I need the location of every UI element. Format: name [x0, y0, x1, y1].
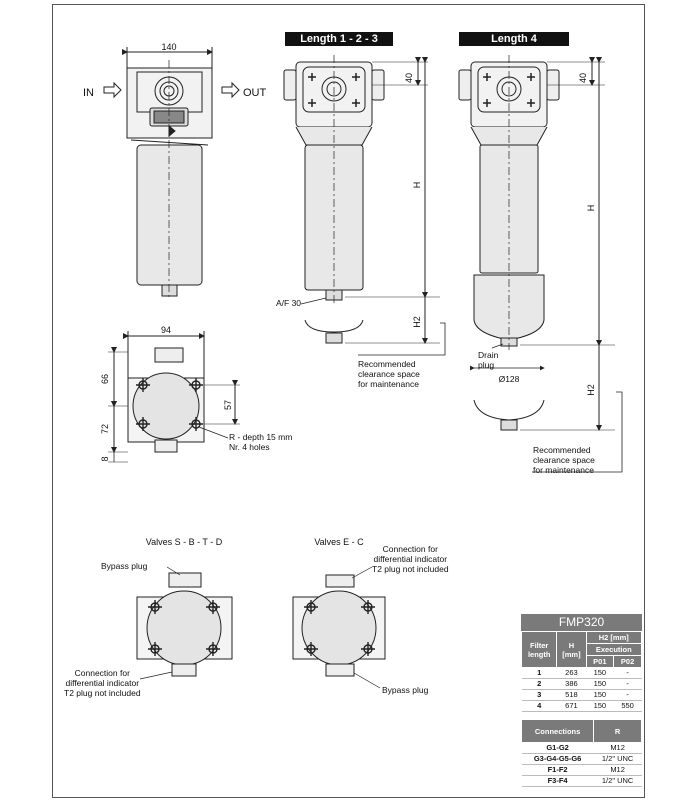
header-length-123: Length 1 - 2 - 3: [285, 32, 393, 46]
in-label: IN: [83, 87, 94, 99]
diameter-128: Ø128: [498, 374, 520, 384]
side-dim-h: H: [412, 181, 422, 189]
l4-dim-h2: H2: [586, 384, 596, 396]
col-h: H [mm]: [557, 632, 586, 668]
l4-clearance-note: Recommended clearance space for maintenance: [533, 445, 595, 475]
col-p02: P02: [614, 656, 642, 668]
dim-8: 8: [100, 456, 110, 462]
sbtd-bypass-plug: Bypass plug: [101, 561, 148, 571]
dim-72: 72: [100, 423, 110, 435]
col-r: R: [594, 720, 642, 743]
drain-plug-label: Drain plug: [478, 350, 499, 370]
col-p01: P01: [586, 656, 614, 668]
col-h2: H2 [mm]: [586, 632, 642, 644]
side-clearance-note: Recommended clearance space for maintenance: [358, 359, 420, 389]
ec-bypass-plug: Bypass plug: [382, 685, 429, 695]
side-view-length-4: [459, 55, 622, 472]
connections-table: [521, 719, 642, 787]
dim-94: 94: [160, 325, 172, 335]
front-view: [104, 47, 239, 298]
table-row: 3 518 150 -: [522, 690, 642, 701]
top-view: [108, 331, 240, 462]
dimensions-table: [521, 631, 642, 712]
holes-note: R - depth 15 mm Nr. 4 holes: [229, 432, 293, 452]
header-length-4: Length 4: [459, 32, 569, 46]
table-row: 1 263 150 -: [522, 668, 642, 679]
af-30-label: A/F 30: [276, 298, 302, 308]
col-connections: Connections: [522, 720, 594, 743]
valves-ec-view: [293, 567, 385, 688]
spec-tables: [521, 614, 642, 787]
col-filter-length: Filter length: [522, 632, 557, 668]
ec-connection-note: Connection for differential indicator T2 plug not included: [372, 544, 449, 574]
table-row: F1-F2 M12: [522, 765, 642, 776]
dim-66: 66: [100, 373, 110, 385]
table-row: F3-F4 1/2" UNC: [522, 776, 642, 787]
table-title: FMP320: [521, 614, 642, 631]
table-row: 4 671 150 550: [522, 701, 642, 712]
col-execution: Execution: [586, 644, 642, 656]
valves-sbtd-view: [137, 567, 232, 679]
dim-57: 57: [223, 399, 233, 411]
out-label: OUT: [243, 87, 267, 99]
side-dim-40: 40: [404, 72, 414, 84]
table-row: G3-G4-G5-G6 1/2" UNC: [522, 754, 642, 765]
table-row: 2 386 150 -: [522, 679, 642, 690]
valves-sbtd-title: Valves S - B - T - D: [145, 537, 223, 547]
table-row: G1-G2 M12: [522, 743, 642, 754]
dim-140: 140: [161, 42, 177, 52]
sbtd-connection-note: Connection for differential indicator T2 plug not included: [64, 668, 141, 698]
side-view-length-123: [284, 55, 445, 355]
l4-dim-40: 40: [578, 72, 588, 84]
side-dim-h2: H2: [412, 316, 422, 328]
l4-dim-h: H: [586, 204, 596, 212]
valves-ec-title: Valves E - C: [314, 537, 364, 547]
